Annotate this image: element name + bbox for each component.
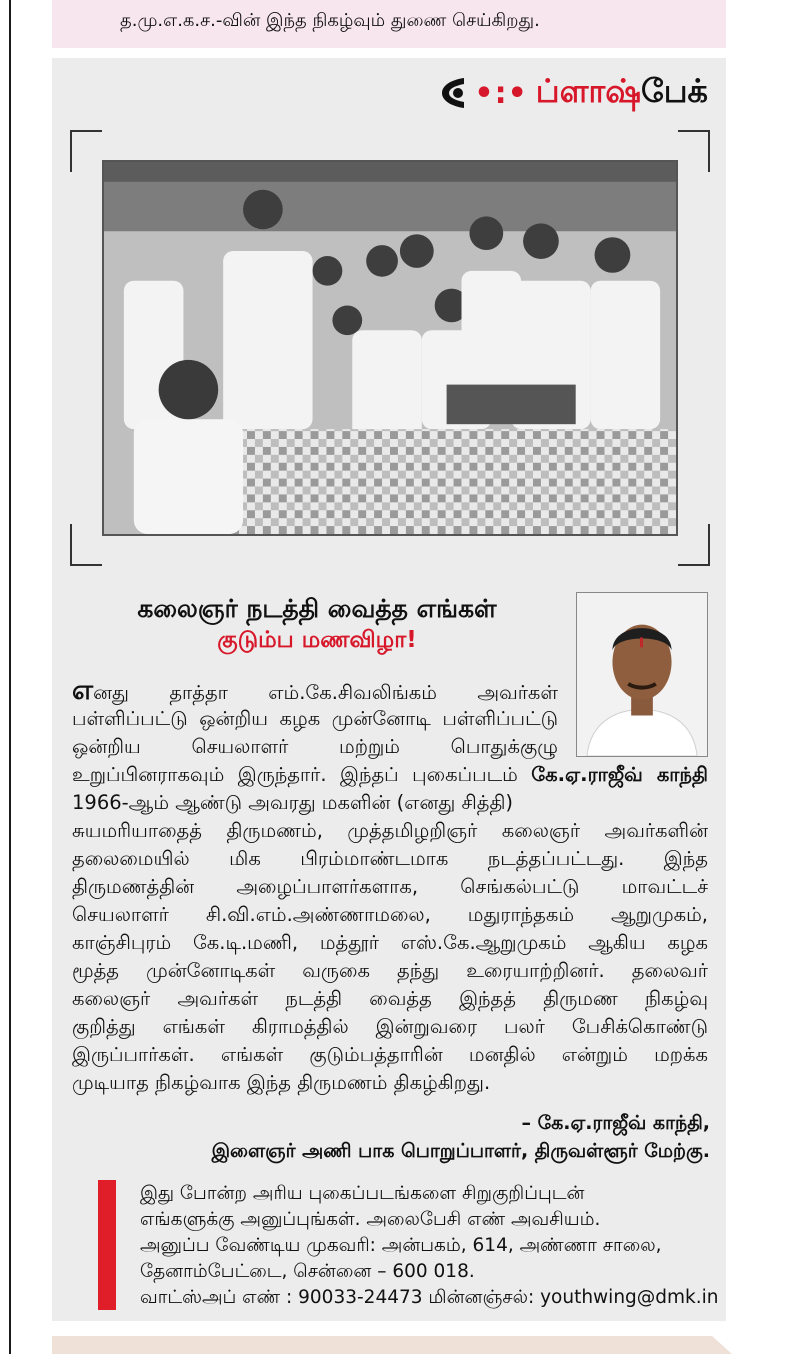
note-line-4: தேனாம்பேட்டை, சென்னை – 600 018.	[140, 1261, 475, 1282]
article-line-9: செயலாளர் சி.வி.எம்.அண்ணாமலை, மதுராந்தகம் ஆறுமுகம்,	[72, 903, 708, 926]
historic-photo	[102, 160, 678, 536]
article-line-3: ஒன்றிய செயலாளர் மற்றும் பொதுக்குழு	[72, 735, 558, 758]
author-designation: இளைஞர் அணி பாக பொறுப்பாளர், திருவள்ளூர் மேற்கு.	[211, 1140, 710, 1162]
camera-icon	[440, 76, 466, 110]
previous-article-text: த.மு.எ.க.ச.-வின் இந்த நிகழ்வும் துணை செய்கிறது.	[120, 10, 540, 31]
logo-dots: •:•	[474, 75, 528, 111]
photo-corner-bottom-left	[70, 524, 102, 566]
article-line-15: முடியாத நிகழ்வாக இந்த திருமணம் திகழ்கிறது.	[72, 1071, 491, 1094]
author-portrait-image	[577, 593, 707, 756]
historic-photo-image	[104, 162, 676, 534]
flashback-logo	[440, 72, 708, 114]
photo-corner-top-right	[678, 130, 710, 172]
article-line-12: கலைஞர் அவர்கள் நடத்தி வைத்த இந்தத் திருமண நிகழ்வு	[72, 987, 708, 1010]
article-line-2: பள்ளிப்பட்டு ஒன்றிய கழக முன்னோடி பள்ளிப்பட்டு	[72, 707, 558, 730]
article-line-14: இருப்பார்கள். எங்கள் குடும்பத்தாரின் மனதில் என்றும் மறக்க	[72, 1043, 708, 1066]
article-line-1	[72, 675, 558, 706]
article-line-5: 1966-ஆம் ஆண்டு அவரது மகளின் (எனது சித்தி)	[72, 791, 514, 814]
article-line-11: மூத்த முன்னோடிகள் வருகை தந்து உரையாற்றினர். தலைவர்	[72, 959, 708, 982]
photo-corner-top-left	[70, 130, 102, 172]
article-line-6: சுயமரியாதைத் திருமணம், முத்தமிழறிஞர் கலைஞர் அவர்களின்	[72, 819, 708, 842]
note-line-1: இது போன்ற அரிய புகைப்படங்களை சிறுகுறிப்புடன்	[140, 1183, 585, 1204]
logo-text-suffix: பேக்	[641, 72, 708, 110]
photo-corner-bottom-right	[678, 524, 710, 566]
note-accent-bar	[98, 1180, 116, 1310]
article-headline: கலைஞர் நடத்தி வைத்த எங்கள்	[137, 594, 497, 623]
author-signature: – கே.ஏ.ராஜீவ் காந்தி,	[521, 1112, 710, 1134]
article-line-8: திருமணத்தின் அழைப்பாளர்களாக, செங்கல்பட்டு மாவட்டச்	[72, 875, 708, 898]
logo-text-prefix: ப்ளாஷ்	[535, 72, 641, 110]
next-article-tab	[52, 1336, 712, 1354]
article-line-4	[72, 762, 708, 788]
page-left-rule	[9, 0, 11, 1354]
article-subheadline: குடும்ப மணவிழா!	[217, 627, 417, 653]
article-line-10: காஞ்சிபுரம் கே.டி.மணி, மத்தூர் எஸ்.கே.ஆறுமுகம் ஆகிய கழக	[72, 931, 708, 954]
note-line-3: அனுப்ப வேண்டிய முகவரி: அன்பகம், 614, அண்ணா சாலை,	[140, 1235, 662, 1256]
note-line-5: வாட்ஸ்அப் எண் : 90033-24473 மின்னஞ்சல்: youthwing@dmk.in	[140, 1287, 719, 1308]
article-line-13: குறித்து எங்கள் கிராமத்தில் இன்றுவரை பலர் பேசிக்கொண்டு	[72, 1015, 708, 1038]
logo-text	[536, 72, 708, 114]
previous-article-box	[52, 0, 726, 48]
article-line-7: தலைமையில் மிக பிரம்மாண்டமாக நடத்தப்பட்டது. இந்த	[72, 847, 708, 870]
article-line-4-text: உறுப்பினராகவும் இருந்தார். இந்தப் புகைப்படம்	[72, 763, 518, 786]
article-line-1-text: னது தாத்தா எம்.கே.சிவலிங்கம் அவர்கள்	[93, 681, 558, 704]
note-line-2: எங்களுக்கு அனுப்புங்கள். அலைபேசி எண் அவசியம்.	[140, 1209, 601, 1230]
article-drop-cap: எ	[72, 675, 94, 706]
photo-credit-name: கே.ஏ.ராஜீவ் காந்தி	[531, 763, 708, 786]
author-portrait	[576, 592, 708, 757]
